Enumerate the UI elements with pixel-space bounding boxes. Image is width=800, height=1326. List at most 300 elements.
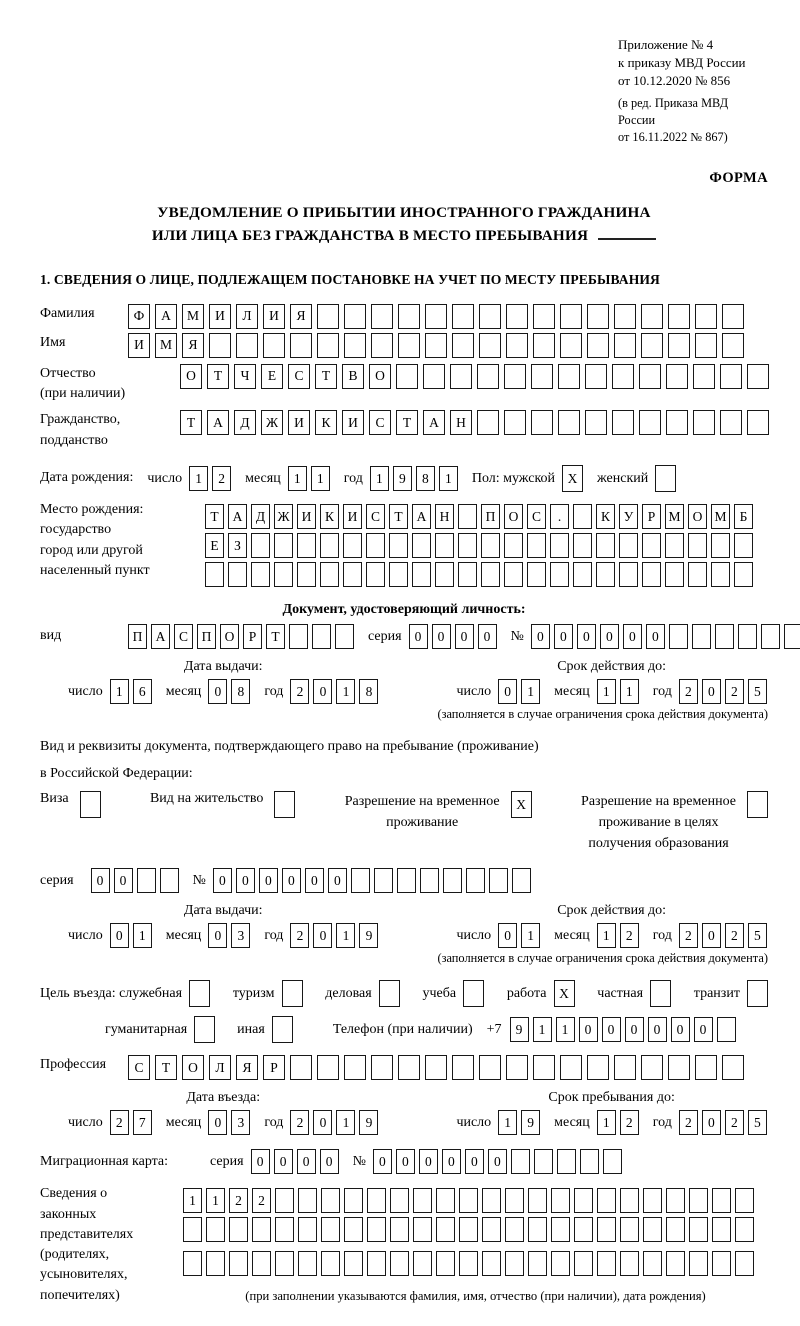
char-box[interactable]: Д	[251, 504, 270, 529]
char-box[interactable]: 5	[748, 1110, 767, 1135]
char-box[interactable]	[692, 624, 711, 649]
char-box[interactable]	[689, 1251, 708, 1276]
char-box[interactable]	[459, 1217, 478, 1242]
char-box[interactable]	[560, 304, 582, 329]
char-box[interactable]: 0	[213, 868, 232, 893]
char-box[interactable]: X	[511, 791, 532, 818]
char-box[interactable]: 5	[748, 679, 767, 704]
char-box[interactable]: С	[366, 504, 385, 529]
char-box[interactable]	[551, 1251, 570, 1276]
char-box[interactable]	[551, 1217, 570, 1242]
char-box[interactable]	[343, 533, 362, 558]
char-box[interactable]	[413, 1251, 432, 1276]
char-box[interactable]	[412, 562, 431, 587]
char-box[interactable]	[597, 1217, 616, 1242]
char-box[interactable]: А	[207, 410, 229, 435]
char-box[interactable]: 0	[297, 1149, 316, 1174]
char-box[interactable]	[228, 562, 247, 587]
char-box[interactable]: 0	[432, 624, 451, 649]
char-box[interactable]	[481, 533, 500, 558]
char-box[interactable]: И	[288, 410, 310, 435]
char-box[interactable]: 5	[748, 923, 767, 948]
char-box[interactable]	[477, 410, 499, 435]
char-box[interactable]	[527, 562, 546, 587]
char-box[interactable]	[344, 1188, 363, 1213]
char-box[interactable]	[397, 868, 416, 893]
char-box[interactable]: 2	[725, 923, 744, 948]
char-box[interactable]	[505, 1251, 524, 1276]
char-box[interactable]	[160, 868, 179, 893]
char-box[interactable]	[612, 364, 634, 389]
char-box[interactable]	[666, 1251, 685, 1276]
char-box[interactable]: 1	[498, 1110, 517, 1135]
char-box[interactable]	[643, 1217, 662, 1242]
char-box[interactable]	[425, 304, 447, 329]
char-box[interactable]: А	[412, 504, 431, 529]
char-box[interactable]	[398, 1055, 420, 1080]
char-box[interactable]	[585, 410, 607, 435]
char-box[interactable]	[459, 1188, 478, 1213]
char-box[interactable]	[206, 1217, 225, 1242]
char-box[interactable]	[620, 1217, 639, 1242]
char-box[interactable]: 0	[702, 679, 721, 704]
char-box[interactable]	[650, 980, 671, 1007]
char-box[interactable]: 0	[531, 624, 550, 649]
char-box[interactable]: Я	[182, 333, 204, 358]
char-box[interactable]: И	[209, 304, 231, 329]
char-box[interactable]	[436, 1217, 455, 1242]
char-box[interactable]: Т	[315, 364, 337, 389]
char-box[interactable]	[396, 364, 418, 389]
char-box[interactable]: 0	[702, 923, 721, 948]
char-box[interactable]: 1	[183, 1188, 202, 1213]
char-box[interactable]	[194, 1016, 215, 1043]
char-box[interactable]	[531, 364, 553, 389]
char-box[interactable]	[560, 1055, 582, 1080]
char-box[interactable]: 0	[91, 868, 110, 893]
char-box[interactable]	[688, 562, 707, 587]
char-box[interactable]	[443, 868, 462, 893]
char-box[interactable]	[587, 304, 609, 329]
char-box[interactable]	[735, 1217, 754, 1242]
char-box[interactable]: Н	[435, 504, 454, 529]
char-box[interactable]	[573, 562, 592, 587]
char-box[interactable]	[274, 533, 293, 558]
char-box[interactable]	[715, 624, 734, 649]
char-box[interactable]	[596, 533, 615, 558]
char-box[interactable]: Ч	[234, 364, 256, 389]
char-box[interactable]	[574, 1217, 593, 1242]
char-box[interactable]: 1	[533, 1017, 552, 1042]
char-box[interactable]	[666, 1217, 685, 1242]
char-box[interactable]	[551, 1188, 570, 1213]
char-box[interactable]	[580, 1149, 599, 1174]
char-box[interactable]: П	[128, 624, 147, 649]
char-box[interactable]	[479, 333, 501, 358]
char-box[interactable]	[734, 562, 753, 587]
char-box[interactable]	[620, 1188, 639, 1213]
char-box[interactable]: 0	[694, 1017, 713, 1042]
char-box[interactable]: Ж	[274, 504, 293, 529]
char-box[interactable]	[527, 533, 546, 558]
char-box[interactable]	[479, 304, 501, 329]
char-box[interactable]: С	[128, 1055, 150, 1080]
char-box[interactable]: О	[504, 504, 523, 529]
char-box[interactable]	[413, 1188, 432, 1213]
char-box[interactable]: 1	[336, 923, 355, 948]
char-box[interactable]	[666, 364, 688, 389]
char-box[interactable]	[695, 1055, 717, 1080]
char-box[interactable]	[479, 1055, 501, 1080]
char-box[interactable]	[420, 868, 439, 893]
char-box[interactable]	[689, 1188, 708, 1213]
char-box[interactable]: 0	[455, 624, 474, 649]
char-box[interactable]	[573, 533, 592, 558]
char-box[interactable]	[371, 304, 393, 329]
char-box[interactable]	[183, 1217, 202, 1242]
char-box[interactable]	[209, 333, 231, 358]
char-box[interactable]: О	[369, 364, 391, 389]
char-box[interactable]: Ф	[128, 304, 150, 329]
char-box[interactable]	[614, 333, 636, 358]
char-box[interactable]: 0	[305, 868, 324, 893]
char-box[interactable]	[390, 1251, 409, 1276]
char-box[interactable]: Л	[209, 1055, 231, 1080]
char-box[interactable]: М	[711, 504, 730, 529]
char-box[interactable]: Н	[450, 410, 472, 435]
char-box[interactable]	[534, 1149, 553, 1174]
char-box[interactable]: 0	[313, 923, 332, 948]
char-box[interactable]	[597, 1188, 616, 1213]
char-box[interactable]: О	[688, 504, 707, 529]
char-box[interactable]	[251, 533, 270, 558]
char-box[interactable]	[587, 1055, 609, 1080]
char-box[interactable]: 0	[488, 1149, 507, 1174]
char-box[interactable]	[693, 364, 715, 389]
char-box[interactable]: 0	[320, 1149, 339, 1174]
char-box[interactable]: 0	[602, 1017, 621, 1042]
char-box[interactable]	[655, 465, 676, 492]
char-box[interactable]	[688, 533, 707, 558]
char-box[interactable]	[374, 868, 393, 893]
char-box[interactable]: 1	[206, 1188, 225, 1213]
char-box[interactable]	[367, 1188, 386, 1213]
char-box[interactable]: М	[665, 504, 684, 529]
char-box[interactable]: 0	[702, 1110, 721, 1135]
char-box[interactable]	[320, 562, 339, 587]
char-box[interactable]: И	[128, 333, 150, 358]
char-box[interactable]	[528, 1251, 547, 1276]
char-box[interactable]: Е	[205, 533, 224, 558]
char-box[interactable]: 0	[208, 923, 227, 948]
char-box[interactable]: И	[297, 504, 316, 529]
char-box[interactable]: Ж	[261, 410, 283, 435]
char-box[interactable]	[619, 533, 638, 558]
char-box[interactable]	[784, 624, 800, 649]
char-box[interactable]: 1	[311, 466, 330, 491]
char-box[interactable]	[642, 562, 661, 587]
char-box[interactable]: 2	[679, 923, 698, 948]
char-box[interactable]	[275, 1251, 294, 1276]
char-box[interactable]	[747, 364, 769, 389]
char-box[interactable]	[298, 1251, 317, 1276]
char-box[interactable]: 1	[439, 466, 458, 491]
char-box[interactable]	[458, 533, 477, 558]
char-box[interactable]: С	[174, 624, 193, 649]
char-box[interactable]: X	[554, 980, 575, 1007]
char-box[interactable]	[666, 410, 688, 435]
char-box[interactable]: К	[320, 504, 339, 529]
char-box[interactable]: 1	[370, 466, 389, 491]
char-box[interactable]	[436, 1188, 455, 1213]
char-box[interactable]	[533, 1055, 555, 1080]
char-box[interactable]	[531, 410, 553, 435]
char-box[interactable]	[398, 333, 420, 358]
char-box[interactable]: О	[180, 364, 202, 389]
char-box[interactable]: С	[527, 504, 546, 529]
char-box[interactable]: 0	[208, 679, 227, 704]
char-box[interactable]: 1	[620, 679, 639, 704]
char-box[interactable]: 1	[597, 679, 616, 704]
char-box[interactable]	[477, 364, 499, 389]
char-box[interactable]: 2	[290, 923, 309, 948]
char-box[interactable]: 0	[648, 1017, 667, 1042]
char-box[interactable]	[137, 868, 156, 893]
char-box[interactable]: 0	[498, 679, 517, 704]
char-box[interactable]: А	[423, 410, 445, 435]
char-box[interactable]: М	[155, 333, 177, 358]
char-box[interactable]	[668, 304, 690, 329]
char-box[interactable]: 1	[133, 923, 152, 948]
char-box[interactable]	[466, 868, 485, 893]
char-box[interactable]: 6	[133, 679, 152, 704]
char-box[interactable]: 9	[521, 1110, 540, 1135]
char-box[interactable]: Р	[642, 504, 661, 529]
char-box[interactable]: 1	[336, 1110, 355, 1135]
char-box[interactable]: Т	[205, 504, 224, 529]
char-box[interactable]	[506, 333, 528, 358]
char-box[interactable]	[425, 1055, 447, 1080]
char-box[interactable]	[379, 980, 400, 1007]
char-box[interactable]: 0	[328, 868, 347, 893]
char-box[interactable]	[274, 791, 295, 818]
char-box[interactable]: 3	[231, 1110, 250, 1135]
char-box[interactable]	[366, 562, 385, 587]
char-box[interactable]	[272, 1016, 293, 1043]
char-box[interactable]: 8	[231, 679, 250, 704]
char-box[interactable]: Б	[734, 504, 753, 529]
char-box[interactable]: Е	[261, 364, 283, 389]
char-box[interactable]	[603, 1149, 622, 1174]
char-box[interactable]: 0	[313, 679, 332, 704]
char-box[interactable]: 0	[251, 1149, 270, 1174]
char-box[interactable]: 0	[465, 1149, 484, 1174]
char-box[interactable]: 0	[478, 624, 497, 649]
char-box[interactable]	[366, 533, 385, 558]
char-box[interactable]	[482, 1188, 501, 1213]
char-box[interactable]	[665, 562, 684, 587]
char-box[interactable]	[587, 333, 609, 358]
char-box[interactable]: Р	[243, 624, 262, 649]
char-box[interactable]: 0	[625, 1017, 644, 1042]
char-box[interactable]: З	[228, 533, 247, 558]
char-box[interactable]: 2	[679, 679, 698, 704]
char-box[interactable]	[371, 333, 393, 358]
char-box[interactable]	[275, 1188, 294, 1213]
char-box[interactable]	[614, 1055, 636, 1080]
char-box[interactable]: 0	[259, 868, 278, 893]
char-box[interactable]: Т	[180, 410, 202, 435]
char-box[interactable]	[321, 1251, 340, 1276]
char-box[interactable]: X	[562, 465, 583, 492]
char-box[interactable]: Р	[263, 1055, 285, 1080]
char-box[interactable]	[412, 533, 431, 558]
char-box[interactable]: 2	[725, 679, 744, 704]
char-box[interactable]: 0	[671, 1017, 690, 1042]
char-box[interactable]	[717, 1017, 736, 1042]
char-box[interactable]: 9	[393, 466, 412, 491]
char-box[interactable]: 0	[646, 624, 665, 649]
char-box[interactable]	[612, 410, 634, 435]
char-box[interactable]	[371, 1055, 393, 1080]
char-box[interactable]	[735, 1188, 754, 1213]
char-box[interactable]	[317, 1055, 339, 1080]
char-box[interactable]	[619, 562, 638, 587]
char-box[interactable]	[344, 1251, 363, 1276]
char-box[interactable]: Т	[266, 624, 285, 649]
char-box[interactable]	[712, 1251, 731, 1276]
char-box[interactable]: 2	[229, 1188, 248, 1213]
char-box[interactable]	[390, 1188, 409, 1213]
char-box[interactable]: Т	[396, 410, 418, 435]
char-box[interactable]	[528, 1217, 547, 1242]
char-box[interactable]: 0	[274, 1149, 293, 1174]
char-box[interactable]	[458, 562, 477, 587]
char-box[interactable]	[666, 1188, 685, 1213]
char-box[interactable]: 0	[623, 624, 642, 649]
char-box[interactable]	[504, 364, 526, 389]
char-box[interactable]: 1	[597, 1110, 616, 1135]
char-box[interactable]: А	[151, 624, 170, 649]
char-box[interactable]	[550, 533, 569, 558]
char-box[interactable]	[734, 533, 753, 558]
char-box[interactable]	[436, 1251, 455, 1276]
char-box[interactable]	[669, 624, 688, 649]
char-box[interactable]: 1	[110, 679, 129, 704]
char-box[interactable]: 2	[679, 1110, 698, 1135]
char-box[interactable]: 3	[231, 923, 250, 948]
char-box[interactable]	[344, 333, 366, 358]
char-box[interactable]	[665, 533, 684, 558]
char-box[interactable]: 0	[554, 624, 573, 649]
char-box[interactable]: 2	[290, 679, 309, 704]
char-box[interactable]	[321, 1188, 340, 1213]
char-box[interactable]	[344, 1217, 363, 1242]
char-box[interactable]	[459, 1251, 478, 1276]
char-box[interactable]	[504, 410, 526, 435]
char-box[interactable]	[738, 624, 757, 649]
char-box[interactable]	[560, 333, 582, 358]
char-box[interactable]	[343, 562, 362, 587]
char-box[interactable]: 0	[236, 868, 255, 893]
char-box[interactable]	[528, 1188, 547, 1213]
char-box[interactable]: И	[263, 304, 285, 329]
char-box[interactable]	[557, 1149, 576, 1174]
char-box[interactable]: К	[315, 410, 337, 435]
char-box[interactable]: 0	[114, 868, 133, 893]
char-box[interactable]	[298, 1188, 317, 1213]
char-box[interactable]	[236, 333, 258, 358]
char-box[interactable]	[643, 1188, 662, 1213]
char-box[interactable]: 0	[110, 923, 129, 948]
char-box[interactable]	[639, 364, 661, 389]
char-box[interactable]: П	[481, 504, 500, 529]
char-box[interactable]	[614, 304, 636, 329]
char-box[interactable]	[351, 868, 370, 893]
char-box[interactable]	[390, 1217, 409, 1242]
char-box[interactable]	[505, 1217, 524, 1242]
char-box[interactable]: 1	[189, 466, 208, 491]
char-box[interactable]	[641, 333, 663, 358]
char-box[interactable]	[423, 364, 445, 389]
char-box[interactable]	[252, 1251, 271, 1276]
char-box[interactable]: Т	[155, 1055, 177, 1080]
char-box[interactable]: 9	[359, 923, 378, 948]
char-box[interactable]: 2	[290, 1110, 309, 1135]
char-box[interactable]	[290, 1055, 312, 1080]
char-box[interactable]	[450, 364, 472, 389]
char-box[interactable]: 1	[597, 923, 616, 948]
char-box[interactable]	[274, 562, 293, 587]
char-box[interactable]	[506, 304, 528, 329]
char-box[interactable]	[252, 1217, 271, 1242]
char-box[interactable]	[344, 304, 366, 329]
char-box[interactable]	[452, 1055, 474, 1080]
char-box[interactable]	[747, 410, 769, 435]
char-box[interactable]: В	[342, 364, 364, 389]
char-box[interactable]: Т	[207, 364, 229, 389]
char-box[interactable]: К	[596, 504, 615, 529]
char-box[interactable]	[251, 562, 270, 587]
char-box[interactable]	[335, 624, 354, 649]
char-box[interactable]: 0	[579, 1017, 598, 1042]
char-box[interactable]	[512, 868, 531, 893]
char-box[interactable]	[282, 980, 303, 1007]
char-box[interactable]	[641, 1055, 663, 1080]
char-box[interactable]	[711, 562, 730, 587]
char-box[interactable]: 9	[359, 1110, 378, 1135]
char-box[interactable]: П	[197, 624, 216, 649]
char-box[interactable]	[298, 1217, 317, 1242]
char-box[interactable]: М	[182, 304, 204, 329]
char-box[interactable]	[711, 533, 730, 558]
char-box[interactable]	[506, 1055, 528, 1080]
char-box[interactable]	[458, 504, 477, 529]
char-box[interactable]: 2	[725, 1110, 744, 1135]
char-box[interactable]	[435, 562, 454, 587]
char-box[interactable]: 1	[288, 466, 307, 491]
char-box[interactable]	[558, 410, 580, 435]
char-box[interactable]: И	[342, 410, 364, 435]
char-box[interactable]	[389, 562, 408, 587]
char-box[interactable]	[695, 304, 717, 329]
char-box[interactable]	[735, 1251, 754, 1276]
char-box[interactable]	[320, 533, 339, 558]
char-box[interactable]: 9	[510, 1017, 529, 1042]
char-box[interactable]	[689, 1217, 708, 1242]
char-box[interactable]	[642, 533, 661, 558]
char-box[interactable]	[641, 304, 663, 329]
